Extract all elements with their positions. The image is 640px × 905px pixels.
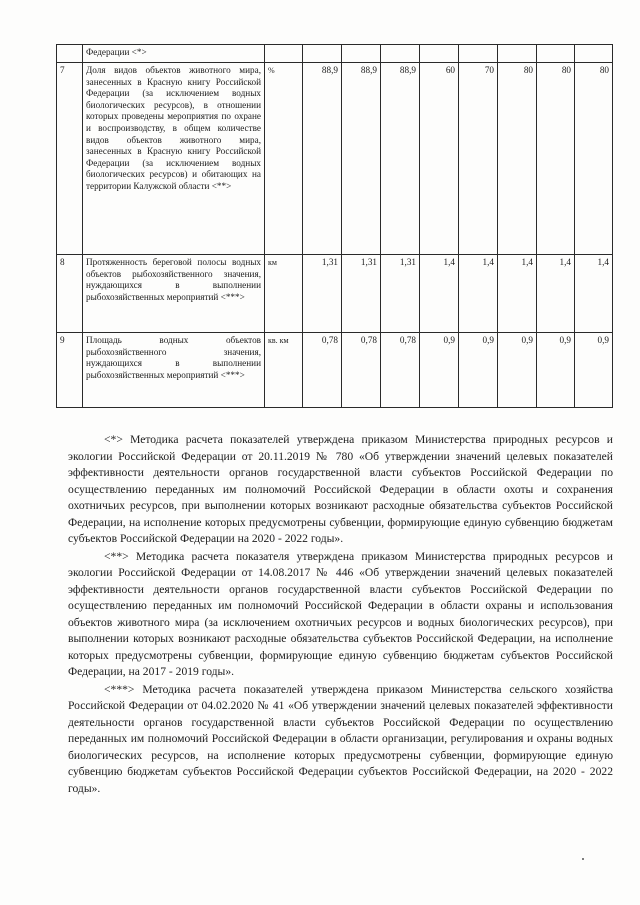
indicator-name: Площадь водных объектов рыбохозяйственного значения, нуждающихся в выполнении рыбохозяйственных мероприятий <***> [83, 333, 265, 408]
table-row [57, 255, 613, 333]
indicator-name: Протяженность береговой полосы водных объектов рыбохозяйственного значения, нуждающихся в выполнении рыбохозяйственных мероприятий <***> [83, 255, 265, 333]
value-cell: 0,78 [381, 333, 420, 408]
footnote-1: <*> Методика расчета показателей утверждена приказом Министерства природных ресурсов и экологии Российской Федерации от 20.11.2019 № 780 «Об утверждении значений целевых показателей эффективности деятельности органов государственной власти субъектов Российской Федерации по осуществлению переданных им полномочий Российской Федерации в области охоты и сохранения охотничьих ресурсов, при выполнении которых возникают расходные обязательства субъектов Российской Федерации, на исполнение которых предусмотрены субвенции, формирующие единую субвенцию бюджетам субъектов Российской Федерации на 2020 - 2022 годы». [68, 433, 613, 545]
value-cell: 1,4 [575, 255, 613, 333]
table-row [57, 45, 613, 63]
value-cell: 0,9 [459, 333, 498, 408]
row-number [57, 45, 83, 63]
value-cell: 1,31 [342, 255, 381, 333]
value-cell: 80 [537, 63, 575, 255]
indicator-name: Доля видов объектов животного мира, занесенных в Красную книгу Российской Федерации (за исключением водных биологических ресурсов), в отношении которых проведены мероприятия по охране и воспроизводству, в общем количестве видов объектов животного мира, занесенных в Красную книгу Российской Федерации (за исключением водных биологических ресурсов) и обитающих на территории Калужской области <**> [83, 63, 265, 255]
footnote-2: <**> Методика расчета показателя утверждена приказом Министерства природных ресурсов и экологии Российской Федерации от 14.08.2017 № 446 «Об утверждении значений целевых показателей эффективности деятельности органов государственной власти субъектов Российской Федерации по осуществлению переданных им полномочий Российской Федерации в области охраны и использования объектов животного мира (за исключением охотничьих ресурсов и водных биологических ресурсов), при выполнении которых возникают расходные обязательства субъектов Российской Федерации, на исполнение которых предусмотрены субвенции, формирующие единую субвенцию бюджетам субъектов Российской Федерации, на 2017 - 2019 годы». [68, 549, 613, 678]
scan-speck [582, 858, 584, 860]
value-cell: 88,9 [342, 63, 381, 255]
value-cell: 80 [498, 63, 537, 255]
value-cell: 0,78 [342, 333, 381, 408]
value-cell: 1,31 [303, 255, 342, 333]
value-cell: 70 [459, 63, 498, 255]
value-cell: 1,4 [420, 255, 459, 333]
value-cell: 80 [575, 63, 613, 255]
value-cell: 1,4 [537, 255, 575, 333]
value-cell: 1,4 [459, 255, 498, 333]
row-number: 9 [57, 333, 83, 408]
unit-cell: кв. км [265, 333, 303, 408]
value-cell: 1,4 [498, 255, 537, 333]
value-cell: 0,9 [537, 333, 575, 408]
unit-cell: % [265, 63, 303, 255]
value-cell: 60 [420, 63, 459, 255]
value-cell: 0,9 [420, 333, 459, 408]
value-cell: 0,78 [303, 333, 342, 408]
table-row [57, 63, 613, 255]
value-cell: 1,31 [381, 255, 420, 333]
value-cell: 88,9 [381, 63, 420, 255]
footnote-3: <***> Методика расчета показателей утверждена приказом Министерства сельского хозяйства Российской Федерации от 04.02.2020 № 41 «Об утверждении значений целевых показателей эффективности деятельности органов государственной власти субъектов Российской Федерации по осуществлению переданных им полномочий Российской Федерации в области организации, регулирования и охраны водных биологических ресурсов, на исполнение которых предусмотрены субвенции, формирующие единую субвенцию бюджетам субъектов Российской Федерации субъектов Российской Федерации, на 2020 - 2022 годы». [68, 682, 613, 795]
footnotes [68, 432, 613, 798]
unit-cell: км [265, 255, 303, 333]
row-number: 8 [57, 255, 83, 333]
value-cell: 88,9 [303, 63, 342, 255]
row-number: 7 [57, 63, 83, 255]
indicators-table [56, 44, 613, 408]
value-cell: 0,9 [575, 333, 613, 408]
indicator-name: Федерации <*> [83, 45, 265, 63]
table-row [57, 333, 613, 408]
value-cell: 0,9 [498, 333, 537, 408]
